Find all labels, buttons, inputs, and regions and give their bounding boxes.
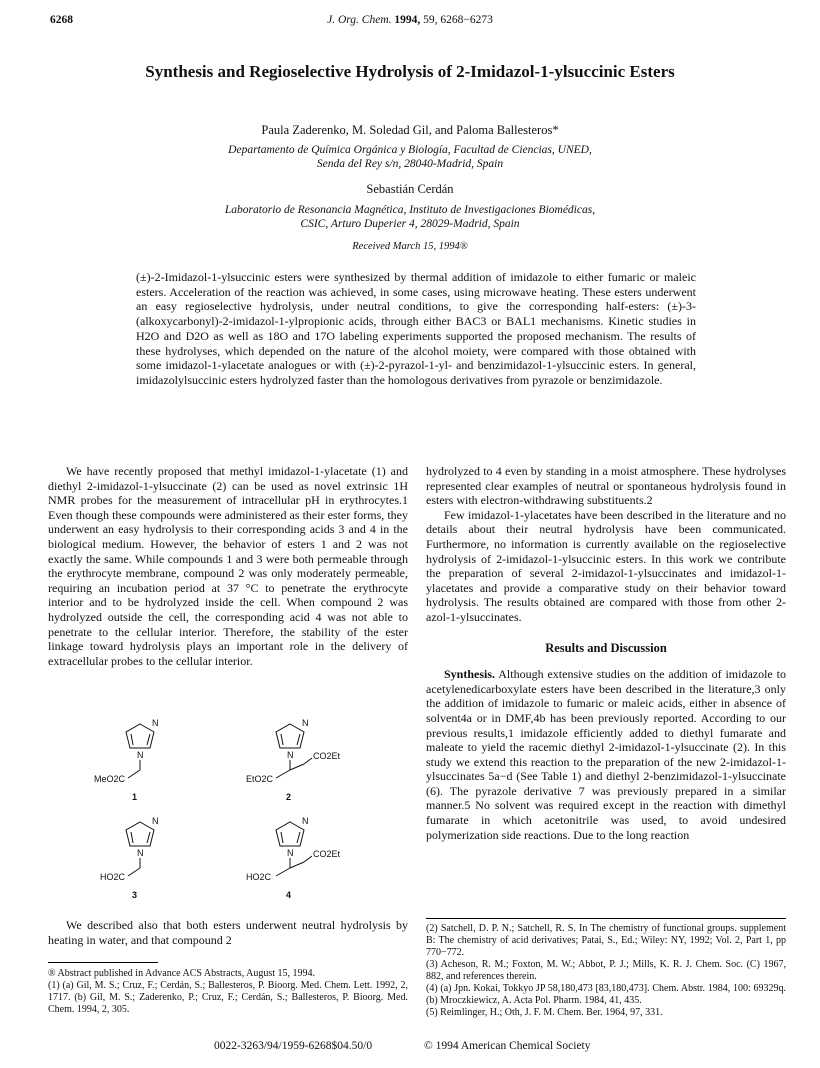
footnote-5: (5) Reimlinger, H.; Oth, J. F. M. Chem. Ber. 1964, 97, 331. xyxy=(426,1007,663,1018)
s1-n-bottom: N xyxy=(137,750,144,760)
chemical-structures xyxy=(94,712,380,906)
received-date: Received March 15, 1994® xyxy=(352,241,468,252)
s1-substituent: MeO2C xyxy=(94,774,126,784)
journal-name: J. Org. Chem. xyxy=(327,14,392,26)
structure-2 xyxy=(246,718,341,802)
structure-4 xyxy=(246,816,341,900)
affiliation-2-line-2: CSIC, Arturo Duperier 4, 28029-Madrid, Spain xyxy=(300,218,520,230)
s4-n-top: N xyxy=(302,816,309,826)
left-footnotes xyxy=(48,968,408,1016)
abstract: (±)-2-Imidazol-1-ylsuccinic esters were synthesized by thermal addition of imidazole to either fumaric or maleic esters. Acceleration of the reaction was achieved, in some cases, using microwave heating. These esters underwent an easy regioselective hydrolysis, under neutral conditions, to give the corresponding half-esters: (±)-3-(alkoxycarbonyl)-2-imidazol-1-ylpropionic acids, through either BAC3 or BAL1 mechanisms. Kinetic studies in H2O and D2O as well as 18O and 17O labeling experiments supported the proposed mechanism. The results of these hydrolyses, which depended on the nature of the alcohol moiety, were compared with those obtained with some imidazol-1-ylacetate analogues or with (±)-2-pyrazol-1-yl- and benzimidazol-1-ylsuccinic esters. In general, imidazolylsuccinic esters hydrolyzed faster than the homologous derivatives from pyrazole or benzimidazole. xyxy=(136,270,696,387)
footnote-1: (1) (a) Gil, M. S.; Cruz, F.; Cerdán, S.; Ballesteros, P. Bioorg. Med. Chem. Lett. 1992, 2, 1717. (b) Gil, M. S.; Zaderenko, P.; Cruz, F.; Cerdán, S.; Ballesteros, P. Bioorg. Med. Chem. 1994, 2, 305. xyxy=(48,980,408,1015)
structure-3 xyxy=(100,816,159,900)
right-paragraph-1: hydrolyzed to 4 even by standing in a moist atmosphere. These hydrolyses represented clear examples of neutral or spontaneous hydrolysis found in esters with electron-withdrawing substituents.2 xyxy=(426,464,786,508)
s4-substituent-left: HO2C xyxy=(246,872,272,882)
paper-title: Synthesis and Regioselective Hydrolysis of 2-Imidazol-1-ylsuccinic Esters xyxy=(145,62,675,81)
s3-n-bottom: N xyxy=(137,848,144,858)
right-column xyxy=(426,464,786,842)
footnote-4: (4) (a) Jpn. Kokai, Tokkyo JP 58,180,473 [83,180,473]. Chem. Abstr. 1984, 100: 69329q. (b) Mroczkiewicz, A. Acta Pol. Pharm. 1984, 41, 435. xyxy=(426,983,786,1006)
journal-year: 1994, xyxy=(394,14,421,26)
compound-number-1: 1 xyxy=(132,792,138,802)
right-footnotes xyxy=(426,923,786,1019)
synthesis-lead: Synthesis. xyxy=(444,667,496,682)
left-column-continued xyxy=(48,918,408,947)
compound-number-4: 4 xyxy=(286,890,292,900)
structure-1 xyxy=(94,718,159,802)
s2-n-top: N xyxy=(302,718,309,728)
intro-paragraph-2: We described also that both esters underwent neutral hydrolysis by heating in water, and that compound 2 xyxy=(48,918,408,947)
affiliation-1-line-2: Senda del Rey s/n, 28040-Madrid, Spain xyxy=(316,158,504,170)
journal-header xyxy=(0,14,820,26)
authors: Paula Zaderenko, M. Soledad Gil, and Paloma Ballesteros* xyxy=(261,123,559,137)
s1-n-top: N xyxy=(152,718,159,728)
synthesis-text: Although extensive studies on the addition of imidazole to acetylenedicarboxylate esters have been described in the literature,3 only the addition of imidazole to fumaric or maleic acids, either in absence of solvent4a or in DMF,4b has been previously reported. According to our previous results,1 imidazole efficiently added to diethyl fumarate and maleate to yield the racemic diethyl 2-imidazol-1-ylsuccinate (2). In this study we extend this reaction to the preparation of the new 2-imidazol-1-ylsuccinates 5a−d (See Table 1) and diethyl 2-benzimidazol-1-ylsuccinate (6). The pyrazole derivative 7 was previously prepared in a similar manner.5 No solvent was required except in the reaction with dimethyl fumarate in which acetonitrile was used, to avoid undesired polymerization side reactions. Due to the long reaction xyxy=(426,667,786,842)
affiliation-2 xyxy=(60,203,760,231)
affiliation-1-line-1: Departamento de Química Orgánica y Biología, Facultad de Ciencias, UNED, xyxy=(228,144,592,156)
footer-code: 0022-3263/94/1959-6268$04.50/0 xyxy=(214,1040,373,1052)
affiliation-2-line-1: Laboratorio de Resonancia Magnética, Instituto de Investigaciones Biomédicas, xyxy=(224,204,596,216)
footnote-2: (2) Satchell, D. P. N.; Satchell, R. S. In The chemistry of functional groups. supplement B: The chemistry of acid derivatives; Patai, S., Ed.; Wiley: NY, 1992; Vol. 2, Part 1, pp 770−772. xyxy=(426,923,786,958)
right-paragraph-3 xyxy=(426,667,786,842)
compound-number-2: 2 xyxy=(286,792,292,802)
right-paragraph-2: Few imidazol-1-ylacetates have been described in the literature and no details about their neutral hydrolysis have been communicated. Furthermore, no information is currently available on the regioselective hydrolysis of 2-imidazol-1-ylsuccinic esters. In this work we contribute the preparation of several 2-imidazol-1-ylsuccinates and imidazol-1-ylacetates and provide a comparative study on their behavior toward hydrolysis. The results obtained are compared with those from other 2-azol-1-ylsuccinates. xyxy=(426,507,786,624)
s2-substituent-left: EtO2C xyxy=(246,774,274,784)
journal-volume-pages: 59, 6268−6273 xyxy=(423,14,493,26)
intro-paragraph-1: We have recently proposed that methyl imidazol-1-ylacetate (1) and diethyl 2-imidazol-1-ylsuccinate (2) can be used as novel extrinsic 1H NMR probes for the measurement of intracellular pH in erythrocytes.1 Even though these compounds were administered as their ester forms, they underwent an easy hydrolysis to their corresponding acids 3 and 4 in the biological medium. However, the behavior of esters 1 and 2 was not exactly the same. While compounds 1 and 3 were both permeable through the erythrocyte membrane, compound 2 was only moderately permeable, requiring an incubation period at 37 °C to penetrate the erythrocyte interior and to be hydrolyzed inside the cell. When compound 2 was hydrolyzed outside the cell, the corresponding acid 4 was not able to penetrate to the cellular interior. Therefore, the stability of the ester linkage toward hydrolysis plays an important role in the delivery of extracellular probes to the cellular interior. xyxy=(48,464,408,668)
s2-n-bottom: N xyxy=(287,750,294,760)
footer-copyright: © 1994 American Chemical Society xyxy=(424,1040,591,1052)
affiliation-1 xyxy=(60,143,760,171)
s4-n-bottom: N xyxy=(287,848,294,858)
right-footnote-divider xyxy=(426,918,786,919)
footnote-3: (3) Acheson, R. M.; Foxton, M. W.; Abbot, P. J.; Mills, K. R. J. Chem. Soc. (C) 1967, 882, and references therein. xyxy=(426,959,786,982)
compound-number-3: 3 xyxy=(132,890,138,900)
s3-substituent: HO2C xyxy=(100,872,126,882)
s4-substituent-right: CO2Et xyxy=(313,849,341,859)
left-column-intro xyxy=(48,464,408,668)
footnote-abstract: ® Abstract published in Advance ACS Abstracts, August 15, 1994. xyxy=(48,968,316,979)
left-footnote-divider xyxy=(48,962,158,963)
author-2: Sebastián Cerdán xyxy=(366,182,454,196)
s3-n-top: N xyxy=(152,816,159,826)
section-title: Results and Discussion xyxy=(545,640,667,655)
s2-substituent-right: CO2Et xyxy=(313,751,341,761)
page-number: 6268 xyxy=(50,14,73,26)
